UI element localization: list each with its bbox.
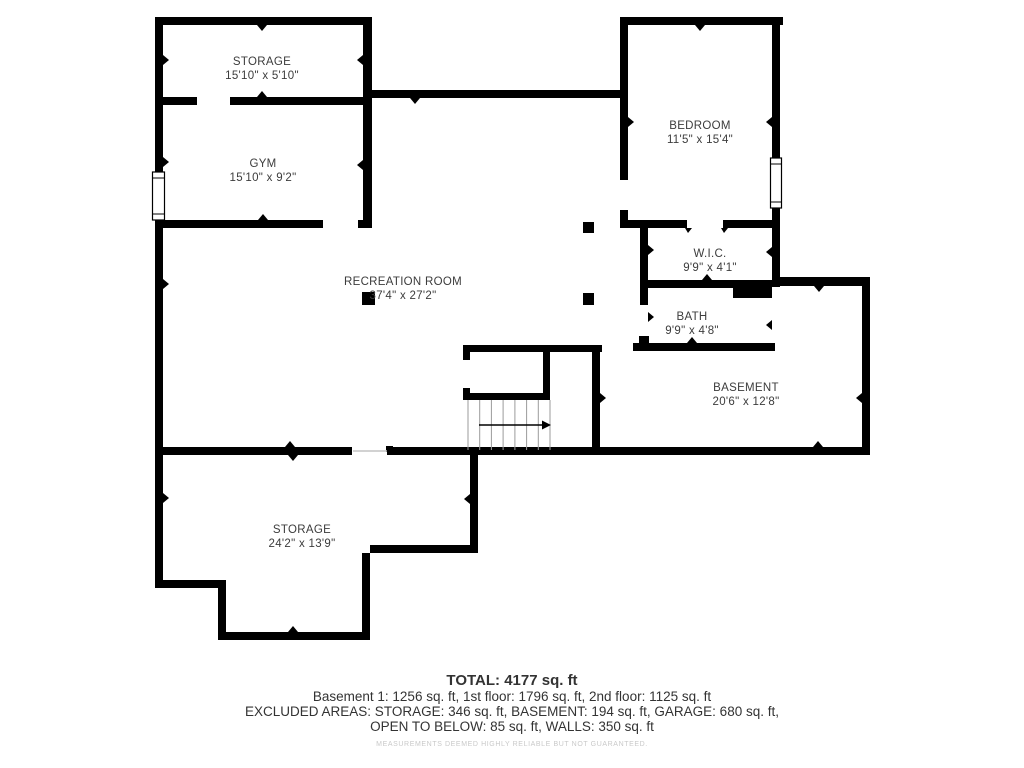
room-label-bedroom: [667, 119, 733, 147]
room-name: BASEMENT: [713, 382, 779, 394]
room-name: W.I.C.: [693, 248, 727, 260]
window-icon: [153, 172, 165, 220]
room-dims: 15'10" x 9'2": [229, 172, 297, 184]
room-dims: 11'5" x 15'4": [666, 134, 734, 146]
room-name: BATH: [676, 311, 708, 323]
room-name: RECREATION ROOM: [343, 276, 463, 288]
summary-excluded-areas-1: EXCLUDED AREAS: STORAGE: 346 sq. ft, BASEMENT: 194 sq. ft, GARAGE: 680 sq. ft,: [245, 704, 779, 719]
room-name: BEDROOM: [669, 120, 731, 132]
walls: [155, 17, 870, 640]
room-label-storage-upper: [225, 55, 299, 83]
room-dims: 15'10" x 5'10": [225, 70, 299, 82]
room-label-gym: [230, 157, 297, 185]
measurement-disclaimer: MEASUREMENTS DEEMED HIGHLY RELIABLE BUT NOT GUARANTEED.: [376, 741, 648, 748]
stairs: [468, 400, 551, 450]
room-dims: 24'2" x 13'9": [268, 538, 336, 550]
room-name: GYM: [249, 158, 277, 170]
room-name: STORAGE: [232, 56, 292, 68]
summary-total: TOTAL: 4177 sq. ft: [446, 672, 578, 689]
window-icon: [771, 158, 782, 208]
room-label-storage-lower: [269, 523, 336, 551]
summary-floor-areas: Basement 1: 1256 sq. ft, 1st floor: 1796 sq. ft, 2nd floor: 1125 sq. ft: [312, 689, 712, 704]
post-icon: [583, 293, 594, 305]
room-name: STORAGE: [272, 524, 332, 536]
room-label-recreation-room: [344, 275, 462, 303]
summary-excluded-areas-2: OPEN TO BELOW: 85 sq. ft, WALLS: 350 sq. ft: [370, 719, 654, 734]
room-label-wic: [683, 247, 737, 275]
room-dims: 9'9" x 4'8": [665, 325, 719, 337]
room-dims: 20'6" x 12'8": [712, 396, 780, 408]
post-icon: [583, 222, 594, 233]
room-label-bath: [665, 310, 719, 338]
room-dims: 37'4" x 27'2": [369, 290, 437, 302]
room-dims: 9'9" x 4'1": [683, 262, 737, 274]
room-label-basement: [713, 381, 780, 409]
